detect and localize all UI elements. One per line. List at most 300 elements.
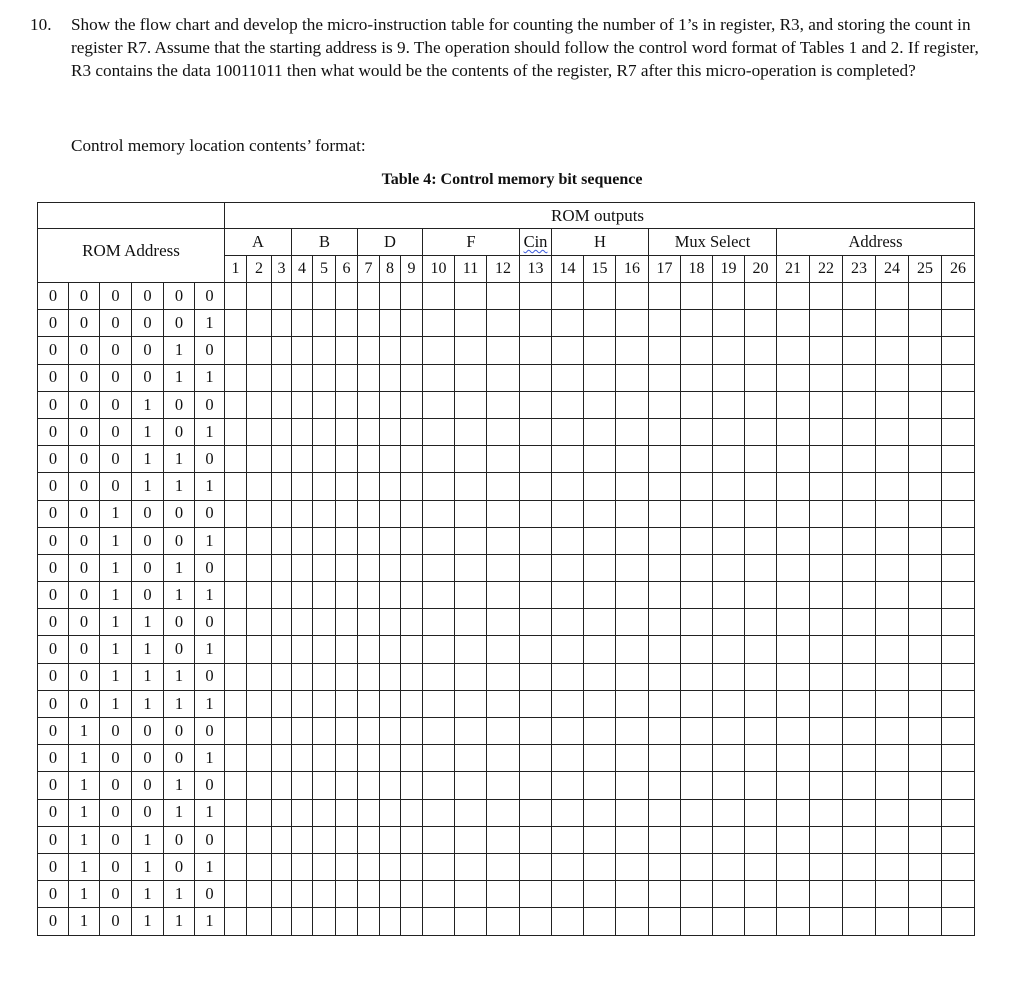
rom-output-cell[interactable] bbox=[681, 799, 713, 826]
rom-output-cell[interactable] bbox=[272, 718, 292, 745]
rom-output-cell[interactable] bbox=[401, 473, 423, 500]
rom-output-cell[interactable] bbox=[487, 364, 520, 391]
rom-output-cell[interactable] bbox=[584, 908, 616, 935]
rom-output-cell[interactable] bbox=[380, 881, 401, 908]
rom-output-cell[interactable] bbox=[272, 690, 292, 717]
rom-output-cell[interactable] bbox=[487, 772, 520, 799]
rom-output-cell[interactable] bbox=[843, 310, 876, 337]
rom-output-cell[interactable] bbox=[681, 473, 713, 500]
rom-output-cell[interactable] bbox=[292, 718, 313, 745]
rom-output-cell[interactable] bbox=[552, 310, 584, 337]
rom-output-cell[interactable] bbox=[552, 283, 584, 310]
rom-output-cell[interactable] bbox=[292, 881, 313, 908]
rom-output-cell[interactable] bbox=[681, 446, 713, 473]
rom-output-cell[interactable] bbox=[247, 364, 272, 391]
rom-output-cell[interactable] bbox=[616, 799, 649, 826]
rom-output-cell[interactable] bbox=[616, 554, 649, 581]
rom-output-cell[interactable] bbox=[649, 473, 681, 500]
rom-output-cell[interactable] bbox=[423, 772, 455, 799]
rom-output-cell[interactable] bbox=[423, 527, 455, 554]
rom-output-cell[interactable] bbox=[423, 881, 455, 908]
rom-output-cell[interactable] bbox=[745, 283, 777, 310]
rom-output-cell[interactable] bbox=[292, 446, 313, 473]
rom-output-cell[interactable] bbox=[843, 582, 876, 609]
rom-output-cell[interactable] bbox=[584, 527, 616, 554]
rom-output-cell[interactable] bbox=[423, 582, 455, 609]
rom-output-cell[interactable] bbox=[401, 337, 423, 364]
rom-output-cell[interactable] bbox=[313, 908, 336, 935]
rom-output-cell[interactable] bbox=[681, 745, 713, 772]
rom-output-cell[interactable] bbox=[336, 745, 358, 772]
rom-output-cell[interactable] bbox=[777, 745, 810, 772]
rom-output-cell[interactable] bbox=[401, 283, 423, 310]
rom-output-cell[interactable] bbox=[876, 337, 909, 364]
rom-output-cell[interactable] bbox=[423, 745, 455, 772]
rom-output-cell[interactable] bbox=[292, 799, 313, 826]
rom-output-cell[interactable] bbox=[358, 609, 380, 636]
rom-output-cell[interactable] bbox=[292, 826, 313, 853]
rom-output-cell[interactable] bbox=[584, 881, 616, 908]
rom-output-cell[interactable] bbox=[616, 283, 649, 310]
rom-output-cell[interactable] bbox=[649, 826, 681, 853]
rom-output-cell[interactable] bbox=[380, 636, 401, 663]
rom-output-cell[interactable] bbox=[810, 310, 843, 337]
rom-output-cell[interactable] bbox=[777, 364, 810, 391]
rom-output-cell[interactable] bbox=[876, 881, 909, 908]
rom-output-cell[interactable] bbox=[876, 310, 909, 337]
rom-output-cell[interactable] bbox=[777, 826, 810, 853]
rom-output-cell[interactable] bbox=[584, 826, 616, 853]
rom-output-cell[interactable] bbox=[713, 690, 745, 717]
rom-output-cell[interactable] bbox=[552, 772, 584, 799]
rom-output-cell[interactable] bbox=[745, 799, 777, 826]
rom-output-cell[interactable] bbox=[313, 337, 336, 364]
rom-output-cell[interactable] bbox=[843, 473, 876, 500]
rom-output-cell[interactable] bbox=[423, 473, 455, 500]
rom-output-cell[interactable] bbox=[401, 799, 423, 826]
rom-output-cell[interactable] bbox=[777, 663, 810, 690]
rom-output-cell[interactable] bbox=[401, 609, 423, 636]
rom-output-cell[interactable] bbox=[225, 527, 247, 554]
rom-output-cell[interactable] bbox=[745, 636, 777, 663]
rom-output-cell[interactable] bbox=[616, 881, 649, 908]
rom-output-cell[interactable] bbox=[942, 283, 975, 310]
rom-output-cell[interactable] bbox=[225, 364, 247, 391]
rom-output-cell[interactable] bbox=[401, 446, 423, 473]
rom-output-cell[interactable] bbox=[487, 690, 520, 717]
rom-output-cell[interactable] bbox=[292, 310, 313, 337]
rom-output-cell[interactable] bbox=[336, 636, 358, 663]
rom-output-cell[interactable] bbox=[336, 418, 358, 445]
rom-output-cell[interactable] bbox=[225, 908, 247, 935]
rom-output-cell[interactable] bbox=[247, 826, 272, 853]
rom-output-cell[interactable] bbox=[584, 799, 616, 826]
rom-output-cell[interactable] bbox=[336, 799, 358, 826]
rom-output-cell[interactable] bbox=[358, 310, 380, 337]
rom-output-cell[interactable] bbox=[777, 554, 810, 581]
rom-output-cell[interactable] bbox=[552, 582, 584, 609]
rom-output-cell[interactable] bbox=[942, 473, 975, 500]
rom-output-cell[interactable] bbox=[225, 826, 247, 853]
rom-output-cell[interactable] bbox=[810, 718, 843, 745]
rom-output-cell[interactable] bbox=[713, 582, 745, 609]
rom-output-cell[interactable] bbox=[876, 391, 909, 418]
rom-output-cell[interactable] bbox=[520, 908, 552, 935]
rom-output-cell[interactable] bbox=[401, 718, 423, 745]
rom-output-cell[interactable] bbox=[292, 582, 313, 609]
rom-output-cell[interactable] bbox=[942, 527, 975, 554]
rom-output-cell[interactable] bbox=[313, 826, 336, 853]
rom-output-cell[interactable] bbox=[272, 826, 292, 853]
rom-output-cell[interactable] bbox=[455, 799, 487, 826]
rom-output-cell[interactable] bbox=[401, 527, 423, 554]
rom-output-cell[interactable] bbox=[401, 582, 423, 609]
rom-output-cell[interactable] bbox=[745, 853, 777, 880]
rom-output-cell[interactable] bbox=[520, 663, 552, 690]
rom-output-cell[interactable] bbox=[423, 283, 455, 310]
rom-output-cell[interactable] bbox=[358, 799, 380, 826]
rom-output-cell[interactable] bbox=[909, 881, 942, 908]
rom-output-cell[interactable] bbox=[843, 500, 876, 527]
rom-output-cell[interactable] bbox=[909, 500, 942, 527]
rom-output-cell[interactable] bbox=[876, 745, 909, 772]
rom-output-cell[interactable] bbox=[616, 908, 649, 935]
rom-output-cell[interactable] bbox=[681, 609, 713, 636]
rom-output-cell[interactable] bbox=[876, 609, 909, 636]
rom-output-cell[interactable] bbox=[380, 718, 401, 745]
rom-output-cell[interactable] bbox=[876, 582, 909, 609]
rom-output-cell[interactable] bbox=[272, 500, 292, 527]
rom-output-cell[interactable] bbox=[520, 446, 552, 473]
rom-output-cell[interactable] bbox=[909, 745, 942, 772]
rom-output-cell[interactable] bbox=[909, 636, 942, 663]
rom-output-cell[interactable] bbox=[423, 364, 455, 391]
rom-output-cell[interactable] bbox=[292, 500, 313, 527]
rom-output-cell[interactable] bbox=[380, 500, 401, 527]
rom-output-cell[interactable] bbox=[455, 690, 487, 717]
rom-output-cell[interactable] bbox=[616, 853, 649, 880]
rom-output-cell[interactable] bbox=[745, 418, 777, 445]
rom-output-cell[interactable] bbox=[942, 418, 975, 445]
rom-output-cell[interactable] bbox=[777, 799, 810, 826]
rom-output-cell[interactable] bbox=[247, 636, 272, 663]
rom-output-cell[interactable] bbox=[358, 527, 380, 554]
rom-output-cell[interactable] bbox=[336, 718, 358, 745]
rom-output-cell[interactable] bbox=[777, 690, 810, 717]
rom-output-cell[interactable] bbox=[616, 609, 649, 636]
rom-output-cell[interactable] bbox=[272, 337, 292, 364]
rom-output-cell[interactable] bbox=[584, 337, 616, 364]
rom-output-cell[interactable] bbox=[358, 772, 380, 799]
rom-output-cell[interactable] bbox=[681, 527, 713, 554]
rom-output-cell[interactable] bbox=[225, 391, 247, 418]
rom-output-cell[interactable] bbox=[455, 446, 487, 473]
rom-output-cell[interactable] bbox=[942, 310, 975, 337]
rom-output-cell[interactable] bbox=[487, 663, 520, 690]
rom-output-cell[interactable] bbox=[292, 418, 313, 445]
rom-output-cell[interactable] bbox=[336, 283, 358, 310]
rom-output-cell[interactable] bbox=[247, 310, 272, 337]
rom-output-cell[interactable] bbox=[487, 853, 520, 880]
rom-output-cell[interactable] bbox=[942, 337, 975, 364]
rom-output-cell[interactable] bbox=[616, 745, 649, 772]
rom-output-cell[interactable] bbox=[487, 310, 520, 337]
rom-output-cell[interactable] bbox=[225, 554, 247, 581]
rom-output-cell[interactable] bbox=[810, 582, 843, 609]
rom-output-cell[interactable] bbox=[292, 364, 313, 391]
rom-output-cell[interactable] bbox=[745, 473, 777, 500]
rom-output-cell[interactable] bbox=[455, 283, 487, 310]
rom-output-cell[interactable] bbox=[336, 690, 358, 717]
rom-output-cell[interactable] bbox=[876, 908, 909, 935]
rom-output-cell[interactable] bbox=[520, 283, 552, 310]
rom-output-cell[interactable] bbox=[649, 418, 681, 445]
rom-output-cell[interactable] bbox=[552, 826, 584, 853]
rom-output-cell[interactable] bbox=[423, 636, 455, 663]
rom-output-cell[interactable] bbox=[777, 283, 810, 310]
rom-output-cell[interactable] bbox=[649, 337, 681, 364]
rom-output-cell[interactable] bbox=[423, 690, 455, 717]
rom-output-cell[interactable] bbox=[380, 690, 401, 717]
rom-output-cell[interactable] bbox=[649, 718, 681, 745]
rom-output-cell[interactable] bbox=[455, 418, 487, 445]
rom-output-cell[interactable] bbox=[810, 337, 843, 364]
rom-output-cell[interactable] bbox=[843, 826, 876, 853]
rom-output-cell[interactable] bbox=[843, 527, 876, 554]
rom-output-cell[interactable] bbox=[292, 283, 313, 310]
rom-output-cell[interactable] bbox=[247, 881, 272, 908]
rom-output-cell[interactable] bbox=[584, 364, 616, 391]
rom-output-cell[interactable] bbox=[616, 718, 649, 745]
rom-output-cell[interactable] bbox=[401, 772, 423, 799]
rom-output-cell[interactable] bbox=[942, 853, 975, 880]
rom-output-cell[interactable] bbox=[401, 663, 423, 690]
rom-output-cell[interactable] bbox=[455, 745, 487, 772]
rom-output-cell[interactable] bbox=[584, 853, 616, 880]
rom-output-cell[interactable] bbox=[777, 718, 810, 745]
rom-output-cell[interactable] bbox=[520, 853, 552, 880]
rom-output-cell[interactable] bbox=[520, 772, 552, 799]
rom-output-cell[interactable] bbox=[292, 337, 313, 364]
rom-output-cell[interactable] bbox=[810, 446, 843, 473]
rom-output-cell[interactable] bbox=[745, 908, 777, 935]
rom-output-cell[interactable] bbox=[810, 418, 843, 445]
rom-output-cell[interactable] bbox=[616, 418, 649, 445]
rom-output-cell[interactable] bbox=[247, 745, 272, 772]
rom-output-cell[interactable] bbox=[810, 853, 843, 880]
rom-output-cell[interactable] bbox=[225, 745, 247, 772]
rom-output-cell[interactable] bbox=[336, 473, 358, 500]
rom-output-cell[interactable] bbox=[552, 500, 584, 527]
rom-output-cell[interactable] bbox=[225, 582, 247, 609]
rom-output-cell[interactable] bbox=[649, 908, 681, 935]
rom-output-cell[interactable] bbox=[777, 636, 810, 663]
rom-output-cell[interactable] bbox=[552, 418, 584, 445]
rom-output-cell[interactable] bbox=[745, 554, 777, 581]
rom-output-cell[interactable] bbox=[584, 418, 616, 445]
rom-output-cell[interactable] bbox=[247, 799, 272, 826]
rom-output-cell[interactable] bbox=[552, 636, 584, 663]
rom-output-cell[interactable] bbox=[876, 500, 909, 527]
rom-output-cell[interactable] bbox=[247, 772, 272, 799]
rom-output-cell[interactable] bbox=[247, 337, 272, 364]
rom-output-cell[interactable] bbox=[649, 609, 681, 636]
rom-output-cell[interactable] bbox=[876, 772, 909, 799]
rom-output-cell[interactable] bbox=[777, 853, 810, 880]
rom-output-cell[interactable] bbox=[810, 527, 843, 554]
rom-output-cell[interactable] bbox=[649, 500, 681, 527]
rom-output-cell[interactable] bbox=[584, 718, 616, 745]
rom-output-cell[interactable] bbox=[313, 799, 336, 826]
rom-output-cell[interactable] bbox=[713, 473, 745, 500]
rom-output-cell[interactable] bbox=[272, 554, 292, 581]
rom-output-cell[interactable] bbox=[336, 609, 358, 636]
rom-output-cell[interactable] bbox=[336, 881, 358, 908]
rom-output-cell[interactable] bbox=[487, 718, 520, 745]
rom-output-cell[interactable] bbox=[777, 908, 810, 935]
rom-output-cell[interactable] bbox=[336, 554, 358, 581]
rom-output-cell[interactable] bbox=[313, 881, 336, 908]
rom-output-cell[interactable] bbox=[455, 609, 487, 636]
rom-output-cell[interactable] bbox=[520, 364, 552, 391]
rom-output-cell[interactable] bbox=[455, 500, 487, 527]
rom-output-cell[interactable] bbox=[876, 364, 909, 391]
rom-output-cell[interactable] bbox=[487, 337, 520, 364]
rom-output-cell[interactable] bbox=[649, 772, 681, 799]
rom-output-cell[interactable] bbox=[909, 337, 942, 364]
rom-output-cell[interactable] bbox=[336, 337, 358, 364]
rom-output-cell[interactable] bbox=[358, 690, 380, 717]
rom-output-cell[interactable] bbox=[358, 446, 380, 473]
rom-output-cell[interactable] bbox=[876, 554, 909, 581]
rom-output-cell[interactable] bbox=[909, 826, 942, 853]
rom-output-cell[interactable] bbox=[225, 283, 247, 310]
rom-output-cell[interactable] bbox=[552, 473, 584, 500]
rom-output-cell[interactable] bbox=[616, 772, 649, 799]
rom-output-cell[interactable] bbox=[876, 283, 909, 310]
rom-output-cell[interactable] bbox=[681, 881, 713, 908]
rom-output-cell[interactable] bbox=[423, 391, 455, 418]
rom-output-cell[interactable] bbox=[843, 364, 876, 391]
rom-output-cell[interactable] bbox=[552, 527, 584, 554]
rom-output-cell[interactable] bbox=[272, 446, 292, 473]
rom-output-cell[interactable] bbox=[292, 554, 313, 581]
rom-output-cell[interactable] bbox=[423, 554, 455, 581]
rom-output-cell[interactable] bbox=[909, 799, 942, 826]
rom-output-cell[interactable] bbox=[681, 582, 713, 609]
rom-output-cell[interactable] bbox=[455, 908, 487, 935]
rom-output-cell[interactable] bbox=[584, 283, 616, 310]
rom-output-cell[interactable] bbox=[401, 310, 423, 337]
rom-output-cell[interactable] bbox=[292, 609, 313, 636]
rom-output-cell[interactable] bbox=[713, 527, 745, 554]
rom-output-cell[interactable] bbox=[225, 418, 247, 445]
rom-output-cell[interactable] bbox=[713, 500, 745, 527]
rom-output-cell[interactable] bbox=[358, 418, 380, 445]
rom-output-cell[interactable] bbox=[423, 718, 455, 745]
rom-output-cell[interactable] bbox=[713, 663, 745, 690]
rom-output-cell[interactable] bbox=[292, 853, 313, 880]
rom-output-cell[interactable] bbox=[942, 745, 975, 772]
rom-output-cell[interactable] bbox=[876, 418, 909, 445]
rom-output-cell[interactable] bbox=[272, 527, 292, 554]
rom-output-cell[interactable] bbox=[616, 690, 649, 717]
rom-output-cell[interactable] bbox=[380, 446, 401, 473]
rom-output-cell[interactable] bbox=[487, 500, 520, 527]
rom-output-cell[interactable] bbox=[520, 310, 552, 337]
rom-output-cell[interactable] bbox=[584, 446, 616, 473]
rom-output-cell[interactable] bbox=[616, 446, 649, 473]
rom-output-cell[interactable] bbox=[520, 745, 552, 772]
rom-output-cell[interactable] bbox=[810, 745, 843, 772]
rom-output-cell[interactable] bbox=[681, 364, 713, 391]
rom-output-cell[interactable] bbox=[942, 391, 975, 418]
rom-output-cell[interactable] bbox=[272, 853, 292, 880]
rom-output-cell[interactable] bbox=[272, 391, 292, 418]
rom-output-cell[interactable] bbox=[272, 582, 292, 609]
rom-output-cell[interactable] bbox=[552, 663, 584, 690]
rom-output-cell[interactable] bbox=[487, 527, 520, 554]
rom-output-cell[interactable] bbox=[313, 391, 336, 418]
rom-output-cell[interactable] bbox=[313, 418, 336, 445]
rom-output-cell[interactable] bbox=[520, 582, 552, 609]
rom-output-cell[interactable] bbox=[843, 853, 876, 880]
rom-output-cell[interactable] bbox=[520, 636, 552, 663]
rom-output-cell[interactable] bbox=[649, 663, 681, 690]
rom-output-cell[interactable] bbox=[777, 772, 810, 799]
rom-output-cell[interactable] bbox=[520, 473, 552, 500]
rom-output-cell[interactable] bbox=[401, 391, 423, 418]
rom-output-cell[interactable] bbox=[681, 391, 713, 418]
rom-output-cell[interactable] bbox=[380, 772, 401, 799]
rom-output-cell[interactable] bbox=[247, 663, 272, 690]
rom-output-cell[interactable] bbox=[487, 826, 520, 853]
rom-output-cell[interactable] bbox=[520, 554, 552, 581]
rom-output-cell[interactable] bbox=[909, 663, 942, 690]
rom-output-cell[interactable] bbox=[292, 690, 313, 717]
rom-output-cell[interactable] bbox=[810, 500, 843, 527]
rom-output-cell[interactable] bbox=[455, 881, 487, 908]
rom-output-cell[interactable] bbox=[225, 663, 247, 690]
rom-output-cell[interactable] bbox=[487, 881, 520, 908]
rom-output-cell[interactable] bbox=[313, 500, 336, 527]
rom-output-cell[interactable] bbox=[455, 554, 487, 581]
rom-output-cell[interactable] bbox=[380, 283, 401, 310]
rom-output-cell[interactable] bbox=[487, 391, 520, 418]
rom-output-cell[interactable] bbox=[401, 636, 423, 663]
rom-output-cell[interactable] bbox=[616, 636, 649, 663]
rom-output-cell[interactable] bbox=[358, 391, 380, 418]
rom-output-cell[interactable] bbox=[876, 636, 909, 663]
rom-output-cell[interactable] bbox=[225, 609, 247, 636]
rom-output-cell[interactable] bbox=[272, 881, 292, 908]
rom-output-cell[interactable] bbox=[455, 527, 487, 554]
rom-output-cell[interactable] bbox=[876, 663, 909, 690]
rom-output-cell[interactable] bbox=[380, 745, 401, 772]
rom-output-cell[interactable] bbox=[313, 582, 336, 609]
rom-output-cell[interactable] bbox=[843, 418, 876, 445]
rom-output-cell[interactable] bbox=[455, 473, 487, 500]
rom-output-cell[interactable] bbox=[777, 310, 810, 337]
rom-output-cell[interactable] bbox=[745, 718, 777, 745]
rom-output-cell[interactable] bbox=[552, 554, 584, 581]
rom-output-cell[interactable] bbox=[909, 446, 942, 473]
rom-output-cell[interactable] bbox=[942, 500, 975, 527]
rom-output-cell[interactable] bbox=[313, 718, 336, 745]
rom-output-cell[interactable] bbox=[455, 772, 487, 799]
rom-output-cell[interactable] bbox=[942, 663, 975, 690]
rom-output-cell[interactable] bbox=[520, 337, 552, 364]
